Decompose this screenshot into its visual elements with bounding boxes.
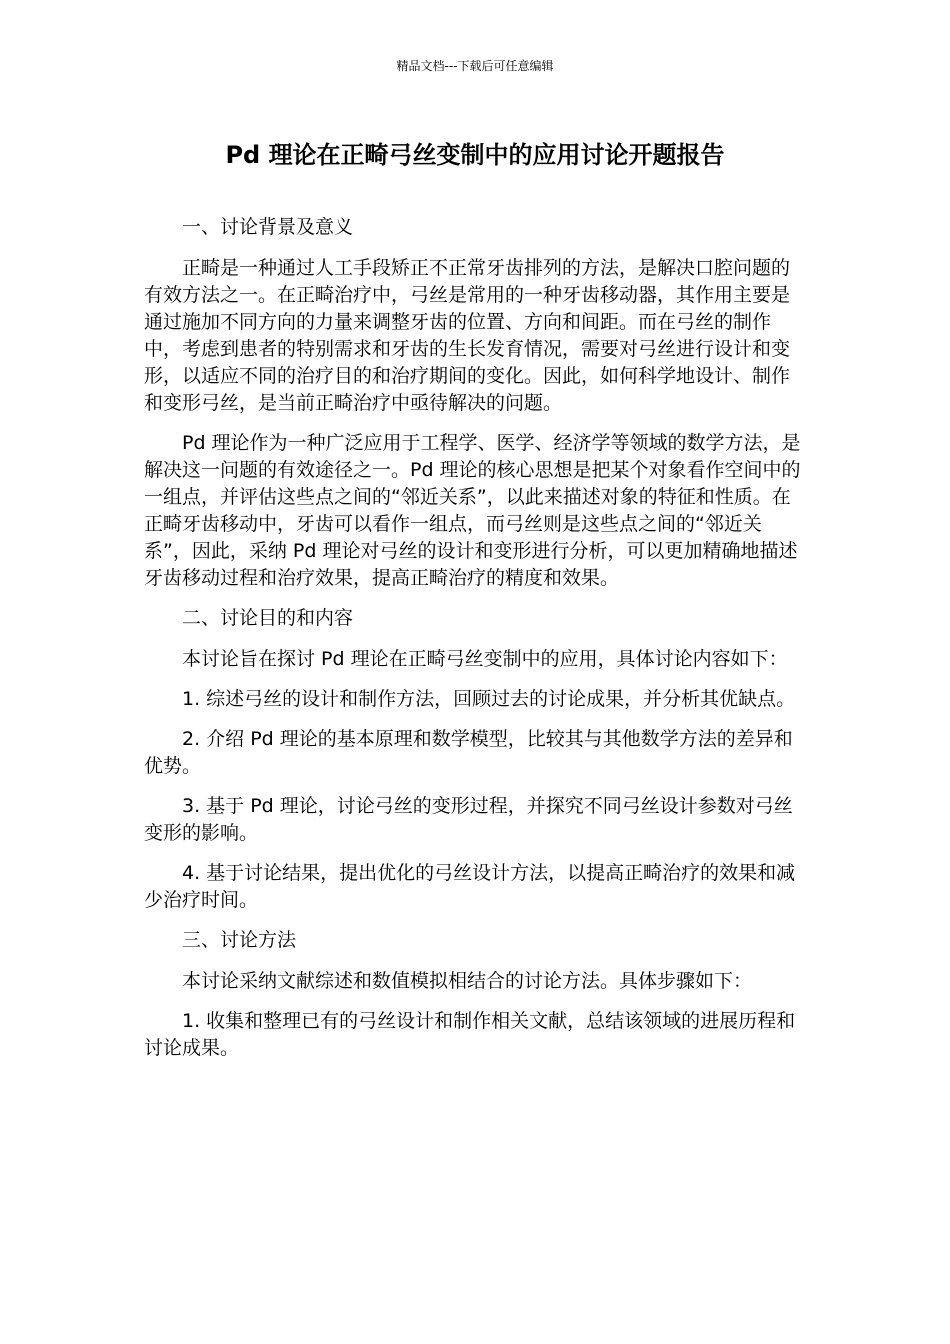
list-item-method-1: 1. 收集和整理已有的弓丝设计和制作相关文献，总结该领域的进展历程和讨论成果。 xyxy=(144,1010,796,1059)
list-item-objective-1: 1. 综述弓丝的设计和制作方法，回顾过去的讨论成果，并分析其优缺点。 xyxy=(182,688,796,710)
section-heading-objectives: 二、讨论目的和内容 xyxy=(182,607,354,629)
section-heading-background: 一、讨论背景及意义 xyxy=(182,216,354,238)
page-header-note: 精品文档---下载后可任意编辑 xyxy=(396,59,554,73)
list-item-objective-2: 2. 介绍 Pd 理论的基本原理和数学模型，比较其与其他数学方法的差异和优势。 xyxy=(144,728,793,777)
paragraph-methods-intro: 本讨论采纳文献综述和数值模拟相结合的讨论方法。具体步骤如下： xyxy=(182,970,753,992)
paragraph-background-2: Pd 理论作为一种广泛应用于工程学、医学、经济学等领域的数学方法，是解决这一问题的有效途径之一。Pd 理论的核心思想是把某个对象看作空间中的一组点，并评估这些点之间的“邻近关系”，以此来描述对象的特征和性质。在正畸牙齿移动中，牙齿可以看作一组点，而弓丝则是这些点之间的“邻近关系”，因此，采纳 Pd 理论对弓丝的设计和变形进行分析，可以更加精确地描述牙齿移动过程和治疗效果，提高正畸治疗的精度和效果。 xyxy=(144,432,801,589)
list-item-objective-3: 3. 基于 Pd 理论，讨论弓丝的变形过程，并探究不同弓丝设计参数对弓丝变形的影响。 xyxy=(144,795,793,844)
paragraph-background-1: 正畸是一种通过人工手段矫正不正常牙齿排列的方法，是解决口腔问题的有效方法之一。在正畸治疗中，弓丝是常用的一种牙齿移动器，其作用主要是通过施加不同方向的力量来调整牙齿的位置、方向和间距。而在弓丝的制作中，考虑到患者的特别需求和牙齿的生长发育情况，需要对弓丝进行设计和变形，以适应不同的治疗目的和治疗期间的变化。因此，如何科学地设计、制作和变形弓丝，是当前正畸治疗中亟待解决的问题。 xyxy=(144,257,791,414)
section-heading-methods: 三、讨论方法 xyxy=(182,929,297,951)
document-body xyxy=(144,214,806,1075)
document-title: Pd 理论在正畸弓丝变制中的应用讨论开题报告 xyxy=(225,141,725,169)
paragraph-objectives-intro: 本讨论旨在探讨 Pd 理论在正畸弓丝变制中的应用，具体讨论内容如下： xyxy=(182,648,788,670)
list-item-objective-4: 4. 基于讨论结果，提出优化的弓丝设计方法，以提高正畸治疗的效果和减少治疗时间。 xyxy=(144,862,796,911)
